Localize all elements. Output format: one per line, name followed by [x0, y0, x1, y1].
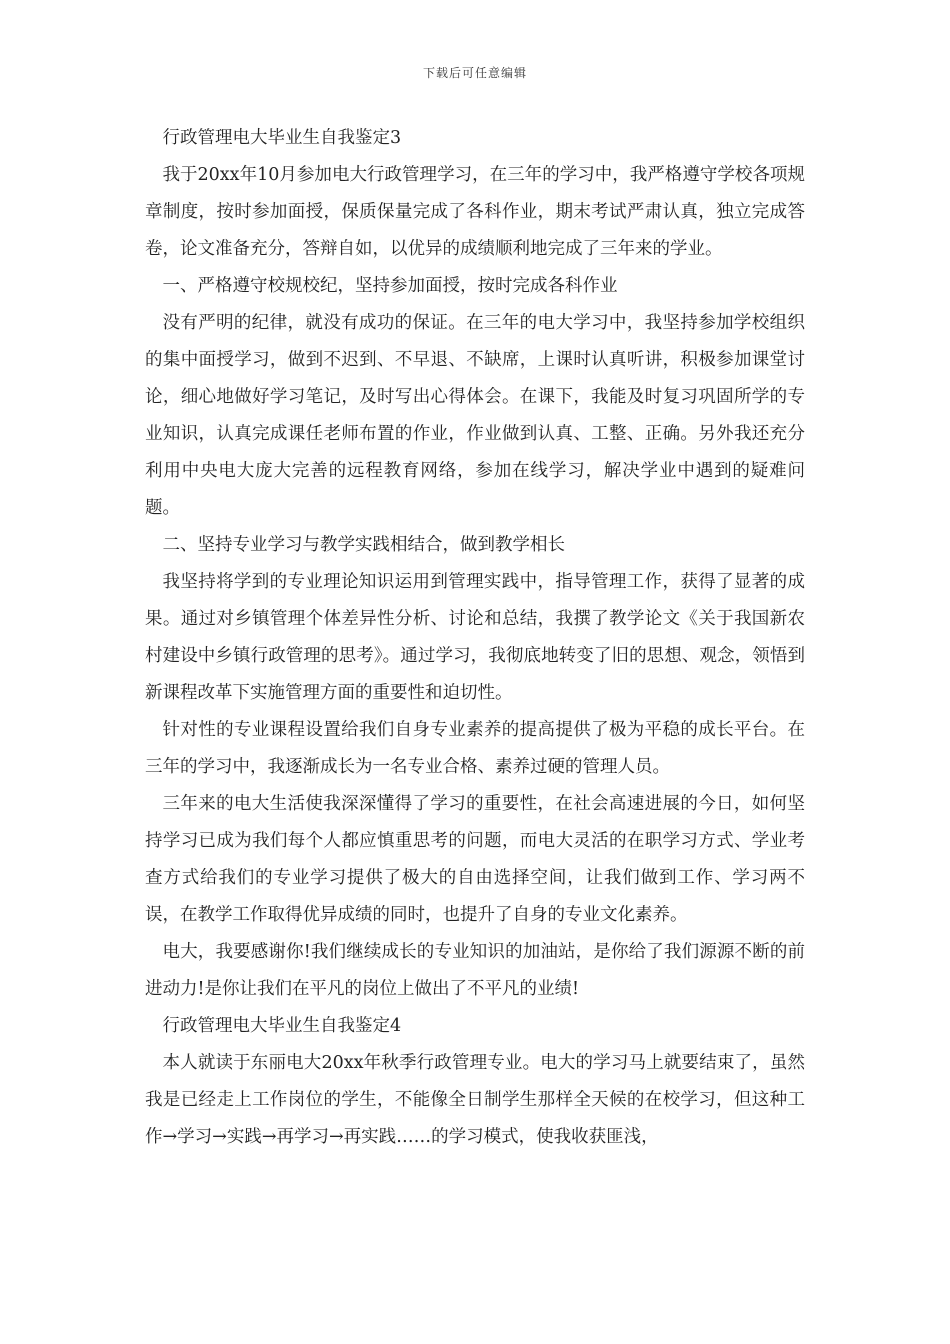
- paragraph: 针对性的专业课程设置给我们自身专业素养的提高提供了极为平稳的成长平台。在三年的学习中，我逐渐成长为一名专业合格、素养过硬的管理人员。: [145, 720, 805, 777]
- paragraph: 电大，我要感谢你!我们继续成长的专业知识的加油站，是你给了我们源源不断的前进动力!是你让我们在平凡的岗位上做出了不平凡的业绩!: [145, 942, 805, 999]
- paragraph: 三年来的电大生活使我深深懂得了学习的重要性，在社会高速进展的今日，如何坚持学习已成为我们每个人都应慎重思考的问题，而电大灵活的在职学习方式、学业考查方式给我们的专业学习提供了极大的自由选择空间，让我们做到工作、学习两不误，在教学工作取得优异成绩的同时，也提升了自身的专业文化素养。: [145, 794, 805, 925]
- section-heading: 一、严格遵守校规校纪，坚持参加面授，按时完成各科作业: [162, 276, 618, 296]
- paragraph: 没有严明的纪律，就没有成功的保证。在三年的电大学习中，我坚持参加学校组织的集中面授学习，做到不迟到、不早退、不缺席，上课时认真听讲，积极参加课堂讨论，细心地做好学习笔记，及时写出心得体会。在课下，我能及时复习巩固所学的专业知识，认真完成课任老师布置的作业，作业做到认真、工整、正确。另外我还充分利用中央电大庞大完善的远程教育网络，参加在线学习，解决学业中遇到的疑难问题。: [145, 313, 805, 518]
- page-header: 下载后可任意编辑: [422, 66, 527, 80]
- paragraph: 本人就读于东丽电大20xx年秋季行政管理专业。电大的学习马上就要结束了，虽然我是已经走上工作岗位的学生，不能像全日制学生那样全天候的在校学习，但这种工作→学习→实践→再学习→再实践……的学习模式，使我收获匪浅，: [145, 1053, 805, 1147]
- section-heading: 二、坚持专业学习与教学实践相结合，做到教学相长: [162, 535, 565, 555]
- paragraph: 我坚持将学到的专业理论知识运用到管理实践中，指导管理工作，获得了显著的成果。通过对乡镇管理个体差异性分析、讨论和总结，我撰了教学论文《关于我国新农村建设中乡镇行政管理的思考》。通过学习，我彻底地转变了旧的思想、观念，领悟到新课程改革下实施管理方面的重要性和迫切性。: [145, 572, 805, 703]
- paragraph: 我于20xx年10月参加电大行政管理学习，在三年的学习中，我严格遵守学校各项规章制度，按时参加面授，保质保量完成了各科作业，期末考试严肃认真，独立完成答卷，论文准备充分，答辩自如，以优异的成绩顺利地完成了三年来的学业。: [145, 165, 805, 259]
- section-title: 行政管理电大毕业生自我鉴定4: [162, 1016, 402, 1036]
- document-body: [145, 120, 805, 1156]
- section-title: 行政管理电大毕业生自我鉴定3: [162, 128, 402, 148]
